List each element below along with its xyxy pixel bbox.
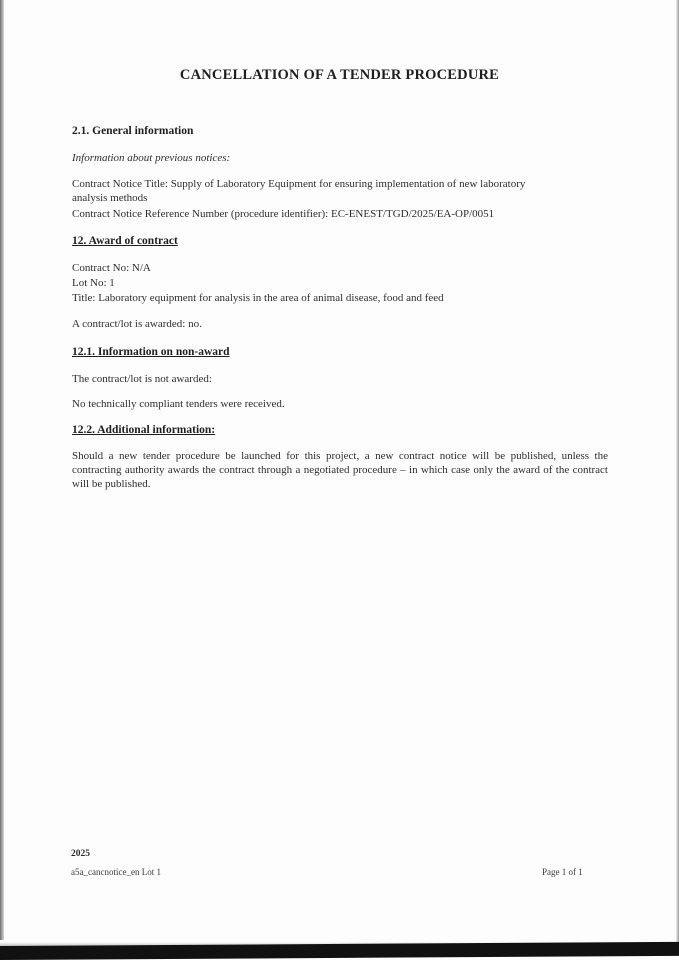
footer-document-reference: a5a_cancnotice_en Lot 1: [71, 867, 161, 877]
scan-edge-left: [0, 0, 4, 940]
lot-no: Lot No: 1: [72, 277, 115, 289]
section-12-heading: 12. Award of contract: [72, 235, 178, 247]
notice-title-line-1: Contract Notice Title: Supply of Laboratory Equipment for ensuring implementation of new laboratory: [72, 178, 526, 190]
scan-edge-bottom: [0, 942, 679, 960]
footer-page-number: Page 1 of 1: [542, 867, 583, 877]
section-2-1-heading: 2.1. General information: [72, 125, 194, 137]
notice-reference: Contract Notice Reference Number (procedure identifier): EC-ENEST/TGD/2025/EA-OP/0051: [72, 208, 495, 220]
awarded-status: A contract/lot is awarded: no.: [72, 318, 202, 330]
notice-title-line-2: analysis methods: [72, 192, 148, 204]
additional-information-text: Should a new tender procedure be launched for this project, a new contract notice will be published, unless the contracting authority awards the contract through a negotiated procedure – in which case only the award of the contract will be published.: [72, 450, 608, 490]
non-award-reason: No technically compliant tenders were received.: [72, 398, 285, 410]
contract-no: Contract No: N/A: [72, 262, 151, 274]
section-12-2-heading: 12.2. Additional information:: [72, 424, 216, 436]
footer-year: 2025: [71, 849, 90, 859]
previous-notices-subheading: Information about previous notices:: [72, 152, 231, 164]
not-awarded-text: The contract/lot is not awarded:: [72, 373, 212, 385]
section-12-1-heading: 12.1. Information on non-award: [72, 346, 230, 358]
document-title: CANCELLATION OF A TENDER PROCEDURE: [179, 67, 500, 83]
lot-title: Title: Laboratory equipment for analysis in the area of animal disease, food and feed: [72, 292, 444, 304]
